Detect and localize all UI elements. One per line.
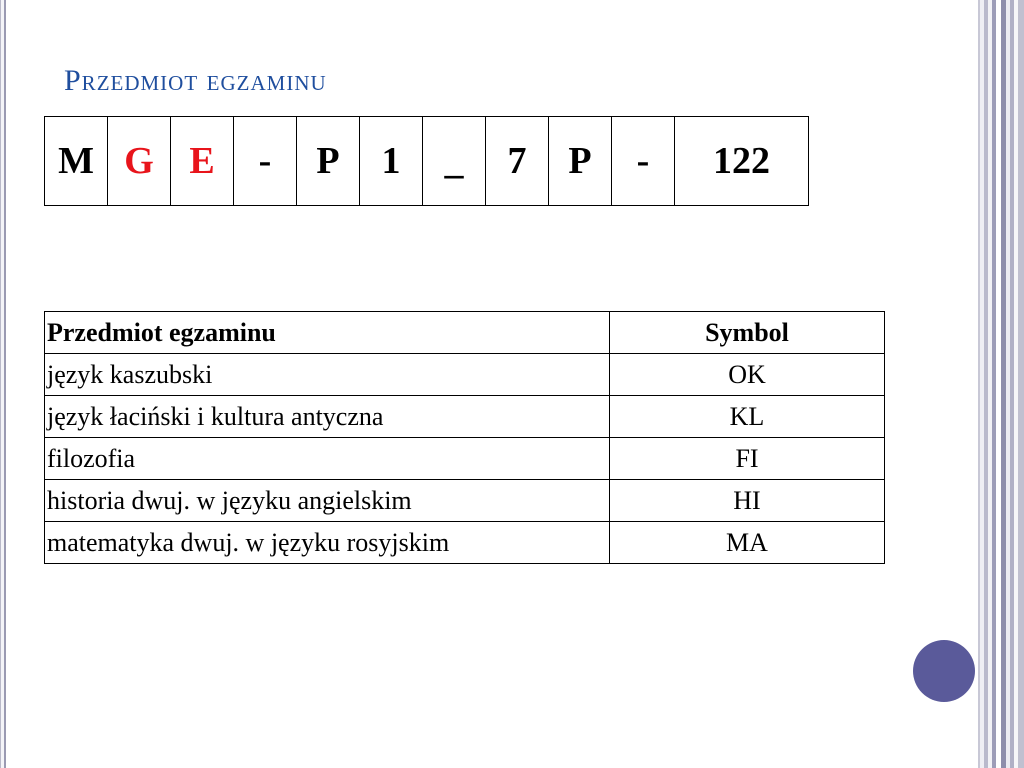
exam-code-row — [45, 117, 809, 206]
code-cell: G — [108, 117, 171, 206]
header-symbol: Symbol — [610, 312, 885, 354]
code-cell: _ — [423, 117, 486, 206]
table-row — [45, 522, 885, 564]
table-header-row — [45, 312, 885, 354]
symbol-cell: KL — [610, 396, 885, 438]
subject-cell: historia dwuj. w języku angielskim — [45, 480, 610, 522]
exam-code-table — [44, 116, 809, 206]
slide-title: Przedmiot egzaminu — [64, 64, 327, 97]
code-cell: - — [612, 117, 675, 206]
table-row — [45, 396, 885, 438]
table-row — [45, 438, 885, 480]
code-cell: P — [297, 117, 360, 206]
slide-right-border — [976, 0, 1024, 768]
code-cell: 1 — [360, 117, 423, 206]
code-cell: - — [234, 117, 297, 206]
table-row — [45, 480, 885, 522]
symbol-cell: OK — [610, 354, 885, 396]
subject-cell: matematyka dwuj. w języku rosyjskim — [45, 522, 610, 564]
code-cell: 122 — [675, 117, 809, 206]
symbol-cell: MA — [610, 522, 885, 564]
decorative-circle — [913, 640, 975, 702]
symbol-cell: HI — [610, 480, 885, 522]
subject-cell: język łaciński i kultura antyczna — [45, 396, 610, 438]
code-cell: 7 — [486, 117, 549, 206]
table-row — [45, 354, 885, 396]
code-cell: P — [549, 117, 612, 206]
subject-cell: język kaszubski — [45, 354, 610, 396]
header-subject: Przedmiot egzaminu — [45, 312, 610, 354]
subject-cell: filozofia — [45, 438, 610, 480]
subjects-table — [44, 311, 885, 564]
code-cell: E — [171, 117, 234, 206]
code-cell: M — [45, 117, 108, 206]
symbol-cell: FI — [610, 438, 885, 480]
slide-left-border — [0, 0, 10, 768]
